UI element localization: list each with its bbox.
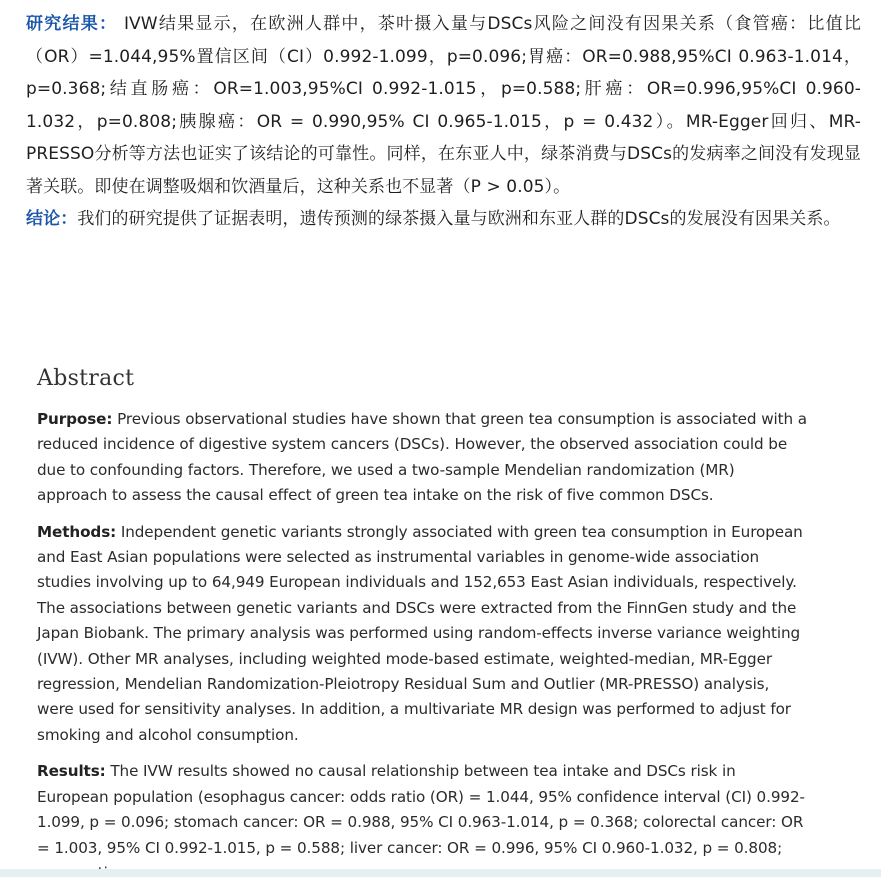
- english-abstract: [37, 366, 807, 877]
- results-paragraph: [37, 759, 807, 877]
- methods-paragraph: [37, 520, 807, 749]
- abstract-heading: Abstract: [37, 366, 135, 391]
- conclusion-paragraph-zh: [26, 203, 861, 236]
- chinese-summary: [26, 8, 861, 236]
- results-text: The IVW results showed no causal relationship between tea intake and DSCs risk in European population (esophagus cancer: odds ratio (OR) = 1.044, 95% confidence interval (CI) 0.992-1.099, p = 0.096; stomach cancer: OR = 0.988, 95% CI 0.963-1.014, p = 0.368; colorectal cancer: OR = 1.003, 95% CI 0.992-1.015, p = 0.588; liver cancer: OR = 0.996, 95% CI 0.960-1.032, p = 0.808;: [37, 762, 805, 857]
- results-label: Results:: [37, 762, 106, 781]
- purpose-paragraph: [37, 407, 807, 509]
- results-paragraph-zh: [26, 8, 861, 203]
- results-label-zh: 研究结果：: [26, 14, 118, 34]
- results-text-zh: IVW结果显示，在欧洲人群中，茶叶摄入量与DSCs风险之间没有因果关系（食管癌：比值比（OR）=1.044,95%置信区间（CI）0.992-1.099，p=0.096;胃癌：OR=0.988,95%CI 0.963-1.014，p=0.368;结直肠癌：OR=1.003,95%CI 0.992-1.015，p=0.588;肝癌：OR=0.996,95%CI 0.960-1.032，p=0.808;胰腺癌：OR = 0.990,95% CI 0.965-1.015，p = 0.432）。MR-Egger回归、MR-PRESSO分析等方法也证实了该结论的可靠性。同样，在东亚人中，绿茶消费与DSCs的发病率之间没有发现显著关联。即使在调整吸烟和饮酒量后，这种关系也不显著（P > 0.05）。: [26, 14, 861, 197]
- conclusion-text-zh: 我们的研究提供了证据表明，遗传预测的绿茶摄入量与欧洲和东亚人群的DSCs的发展没有因果关系。: [77, 209, 841, 229]
- purpose-text: Previous observational studies have shown that green tea consumption is associated with a reduced incidence of digestive system cancers (DSCs). However, the observed association could be due to confounding factors. Therefore, we used a two-sample Mendelian randomization (MR) approach to assess the causal effect of green tea intake on the risk of five common DSCs.: [37, 410, 807, 505]
- bottom-edge-strip: [0, 869, 881, 877]
- methods-text: Independent genetic variants strongly associated with green tea consumption in European and East Asian populations were selected as instrumental variables in genome-wide association studies involving up to 64,949 European individuals and 152,653 East Asian individuals, respectively. The associations between genetic variants and DSCs were extracted from the FinnGen study and the Japan Biobank. The primary analysis was performed using random-effects inverse variance weighting (IVW). Other MR analyses, including weighted mode-based estimate, weighted-median, MR-Egger regression, Mendelian Randomization-Pleiotropy Residual Sum and Outlier (MR-PRESSO) analysis, were used for sensitivity analyses. In addition, a multivariate MR design was performed to adjust for smoking and alcohol consumption.: [37, 522, 803, 744]
- purpose-label: Purpose:: [37, 410, 113, 428]
- conclusion-label-zh: 结论：: [26, 209, 78, 229]
- methods-label: Methods:: [37, 522, 117, 541]
